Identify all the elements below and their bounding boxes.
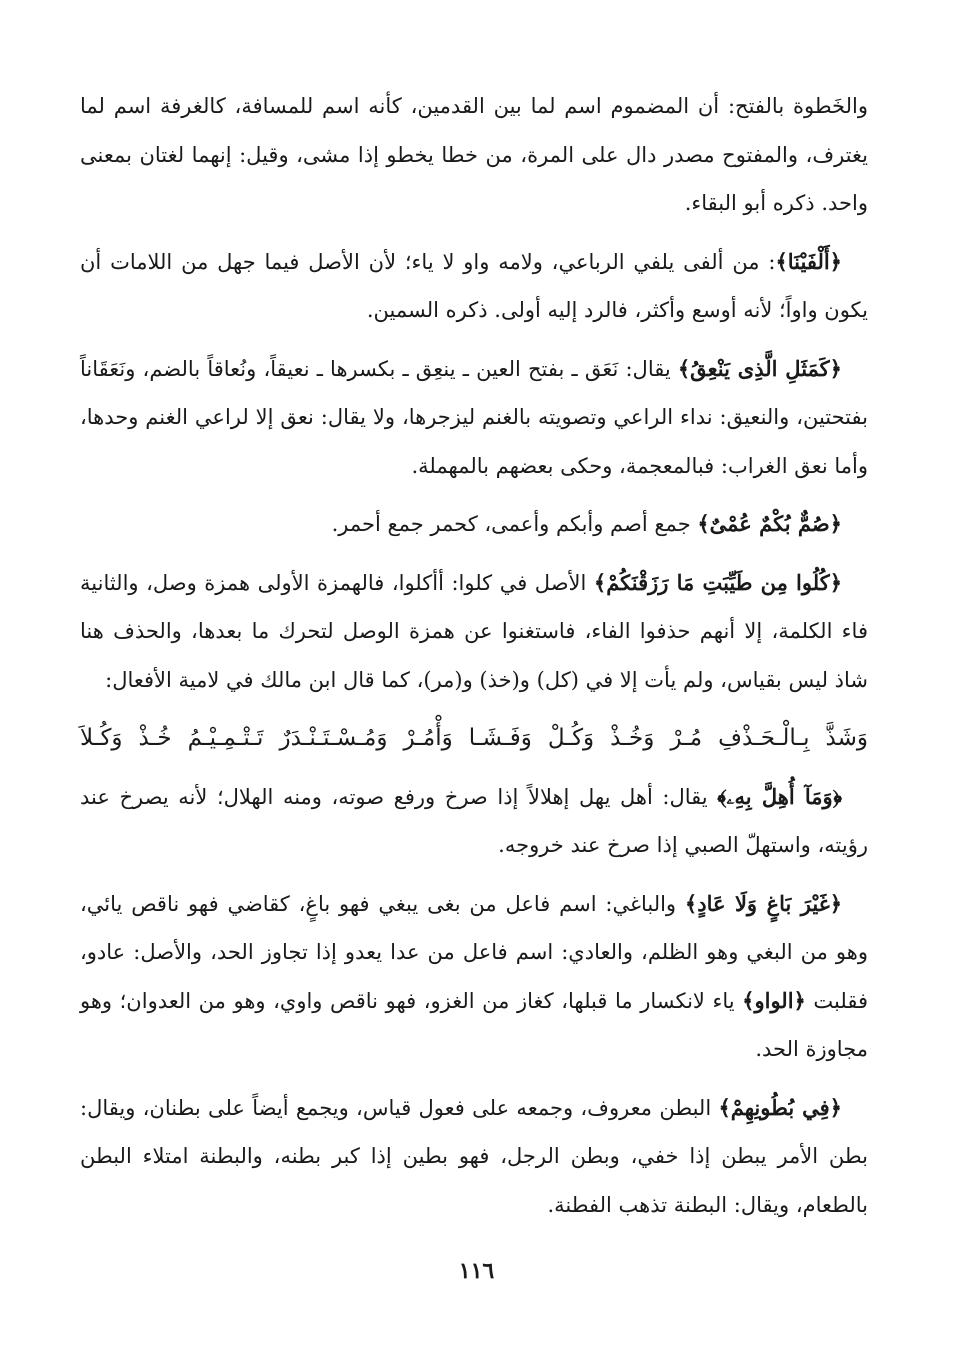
- paragraph-yanequ: [80, 345, 868, 491]
- quran-quote: ﴿كُلُوا مِن طَيِّبَتِ مَا رَزَقْنَكُمْ﴾: [593, 569, 842, 595]
- quran-quote: ﴿وَمَآ أُهِلَّ بِهِۦ﴾: [717, 783, 842, 809]
- page-body: [80, 82, 868, 1239]
- quran-quote: ﴿أَلْفَيْنَا﴾: [775, 248, 842, 274]
- quran-quote: ﴿صُمٌّ بُكْمٌ عُمْىٌ﴾: [697, 511, 842, 536]
- page-number: ١١٦: [458, 1258, 495, 1284]
- paragraph-text: والباغي: اسم فاعل من بغى يبغي فهو باغٍ، كقاضي فهو ناقص يائي، وهو من البغي وهو الظلم، والعادي: اسم فاعل من عدا يعدو إذا تجاوز الحد، والأصل: عادو، فقلبت: [80, 891, 868, 1013]
- paragraph-uhilla: [80, 773, 868, 870]
- paragraph-summun: [80, 500, 868, 549]
- paragraph-text: يقال: أهل يهل إهلالاً إذا صرخ ورفع صوته، ومنه الهلال؛ لأنه يصرخ عند رؤيته، واستهلّ الصبي إذا صرخ عند خروجه.: [80, 784, 868, 857]
- paragraph-kulu: [80, 559, 868, 705]
- paragraph-text: والخَطوة بالفتح: أن المضموم اسم لما بين القدمين، كأنه اسم للمسافة، كالغرفة اسم لما يغترف، والمفتوح مصدر دال على المرة، من خطا يخطو إذا مشى، وقيل: إنهما لغتان بمعنى واحد. ذكره أبو البقاء.: [80, 94, 868, 215]
- quote-waw: ﴿الواو﴾: [742, 987, 806, 1013]
- paragraph-butunihim: [80, 1084, 868, 1230]
- paragraph-text: الأصل في كلوا: أأكلوا، فالهمزة الأولى همزة وصل، والثانية فاء الكلمة، إلا أنهم حذفوا الفاء، فاستغنوا عن همزة الوصل لتحرك ما بعدها، والحذف هنا شاذ ليس بقياس، ولم يأت إلا في (كل) و(خذ) و(مر)، كما قال ابن مالك في لامية الأفعال:: [80, 570, 868, 692]
- quran-quote: ﴿كَمَثَلِ الَّذِى يَنْعِقُ﴾: [677, 355, 842, 381]
- paragraph-khatwa: [80, 82, 868, 228]
- paragraph-baghin: [80, 880, 868, 1074]
- paragraph-text: : من ألفى يلفي الرباعي، ولامه واو لا ياء؛ لأن الأصل فيما جهل من اللامات أن يكون واواً؛ لأنه أوسع وأكثر، فالرد إليه أولى. ذكره السمين.: [80, 249, 868, 322]
- paragraph-text: البطن معروف، وجمعه على فعول قياس، ويجمع أيضاً على بطنان، ويقال: بطن الأمر يبطن إذا خفي، وبطن الرجل، فهو بطين إذا كبر بطنه، والبطنة امتلاء البطن بالطعام، ويقال: البطنة تذهب الفطنة.: [80, 1095, 868, 1217]
- paragraph-text: جمع أصم وأبكم وأعمى، كحمر جمع أحمر.: [331, 512, 698, 536]
- quran-quote: ﴿فِي بُطُونِهِمْ﴾: [718, 1094, 842, 1120]
- paragraph-text: يقال: نَعَق ـ بفتح العين ـ ينعِق ـ بكسرها ـ نعيقاً، ونُعاقاً بالضم، ونَعَقَاناً بفتحتين، والنعيق: نداء الراعي وتصويته بالغنم ليزجرها، ولا يقال: نعق إلا لراعي الغنم وحدها، وأما نعق الغراب: فبالمعجمة، وحكى بعضهم بالمهملة.: [80, 356, 868, 478]
- paragraph-alfayna: [80, 238, 868, 335]
- poetry-verse: وَشَذَّ بِـالْـحَـذْفِ مُـرْ وَخُـذْ وَكُـلْ وَفَـشَـا وَأْمُـرْ وَمُـسْـتَـنْـدَرٌ تَـتْـمِـيْـمُ خُـذْ وَكُـلاَ: [80, 725, 868, 751]
- paragraph-text: ياء لانكسار ما قبلها، كغاز من الغزو، فهو ناقص واوي، وهو من العدوان؛ وهو مجاوزة الحد.: [80, 988, 868, 1061]
- quran-quote: ﴿غَيْرَ بَاغٍ وَلَا عَادٍ﴾: [684, 890, 843, 916]
